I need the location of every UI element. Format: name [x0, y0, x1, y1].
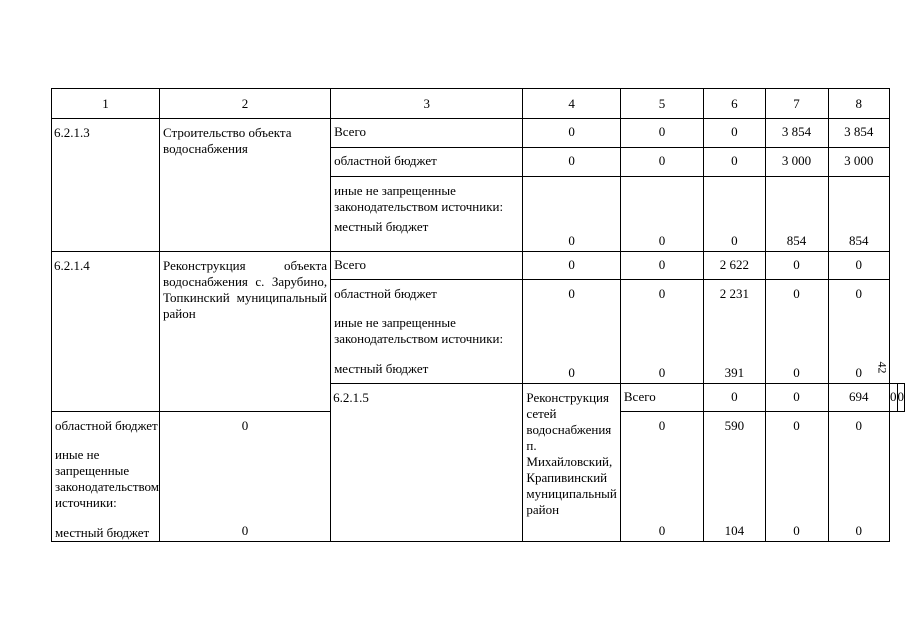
value-cell: 104 [724, 523, 745, 538]
header-cell: 2 [160, 89, 331, 119]
budget-table [51, 88, 905, 542]
value-cell: 0 [658, 365, 666, 380]
value-cell-group [704, 280, 765, 384]
table-row [52, 119, 905, 148]
source-label: местный бюджет [334, 361, 429, 376]
value-cell: 391 [724, 365, 745, 380]
value-cell: 0 [793, 286, 800, 301]
source-label: Всего [620, 384, 703, 412]
value-cell-group [160, 412, 331, 542]
header-cell: 4 [523, 89, 620, 119]
value-cell: 0 [897, 384, 905, 412]
value-cell: 0 [704, 384, 765, 412]
value-cell: 3 000 [765, 148, 828, 177]
value-cell: 0 [828, 252, 889, 280]
source-label: областной бюджет [331, 148, 523, 177]
source-label: Всего [331, 252, 523, 280]
value-cell-group [620, 280, 703, 384]
value-cell: 0 [793, 418, 800, 433]
value-cell-group [620, 412, 703, 542]
value-cell: 0 [658, 523, 666, 538]
item-code: 6.2.1.5 [331, 384, 523, 542]
item-code: 6.2.1.4 [52, 252, 160, 412]
value-cell: 0 [890, 384, 898, 412]
value-cell: 0 [241, 523, 249, 538]
value-cell: 0 [793, 523, 800, 538]
header-cell: 6 [704, 89, 765, 119]
value-cell: 3 854 [828, 119, 889, 148]
source-label: иные не запрещенные законодательством источники: [334, 183, 504, 214]
item-name: Реконструкция сетей водоснабжения п. Михайловский, Крапивинский муниципальный район [523, 384, 620, 542]
header-cell: 5 [620, 89, 703, 119]
value-cell: 0 [620, 177, 703, 252]
value-cell: 0 [568, 286, 575, 301]
header-row [52, 89, 905, 119]
source-label: областной бюджет [334, 286, 437, 301]
value-cell: 3 000 [828, 148, 889, 177]
value-cell: 0 [620, 119, 703, 148]
value-cell: 0 [658, 418, 666, 433]
value-cell: 854 [828, 177, 889, 252]
value-cell-group [765, 280, 828, 384]
header-cell: 7 [765, 89, 828, 119]
value-cell: 0 [241, 418, 249, 433]
item-name: Реконструкция объекта водоснабжения с. Зарубино, Топкинский муниципальный район [160, 252, 331, 412]
source-cell-group [331, 280, 523, 384]
value-cell: 0 [765, 252, 828, 280]
item-code: 6.2.1.3 [52, 119, 160, 252]
value-cell: 0 [620, 252, 703, 280]
value-cell-group [523, 280, 620, 384]
value-cell: 0 [704, 177, 765, 252]
value-cell: 0 [523, 119, 620, 148]
header-cell: 8 [828, 89, 889, 119]
value-cell: 0 [523, 177, 620, 252]
item-name: Строительство объекта водоснабжения [160, 119, 331, 252]
source-label: Всего [331, 119, 523, 148]
value-cell: 0 [523, 148, 620, 177]
source-label: местный бюджет [55, 525, 150, 540]
table-row [52, 252, 905, 280]
value-cell: 0 [855, 523, 863, 538]
source-label: местный бюджет [334, 219, 429, 234]
value-cell: 0 [793, 365, 800, 380]
source-cell-group [52, 412, 160, 542]
value-cell: 590 [724, 418, 745, 433]
value-cell: 0 [855, 418, 863, 433]
value-cell: 0 [855, 365, 863, 380]
value-cell: 0 [765, 384, 828, 412]
page-number: 42 [875, 361, 890, 374]
value-cell: 2 622 [704, 252, 765, 280]
value-cell-group [828, 412, 889, 542]
source-label: иные не запрещенные законодательством источники: [334, 315, 504, 346]
header-cell: 3 [331, 89, 523, 119]
value-cell: 0 [620, 148, 703, 177]
value-cell: 0 [704, 148, 765, 177]
header-cell: 1 [52, 89, 160, 119]
value-cell: 0 [523, 252, 620, 280]
value-cell: 0 [855, 286, 863, 301]
source-cell-other [331, 177, 523, 252]
value-cell-group [704, 412, 765, 542]
value-cell: 694 [828, 384, 889, 412]
value-cell: 854 [765, 177, 828, 252]
value-cell-group [765, 412, 828, 542]
source-label: областной бюджет [55, 418, 158, 433]
value-cell: 0 [704, 119, 765, 148]
value-cell: 0 [568, 365, 575, 380]
source-label: иные не запрещенные законодательством источники: [55, 447, 160, 510]
value-cell: 3 854 [765, 119, 828, 148]
value-cell: 0 [658, 286, 666, 301]
value-cell: 2 231 [719, 286, 749, 301]
